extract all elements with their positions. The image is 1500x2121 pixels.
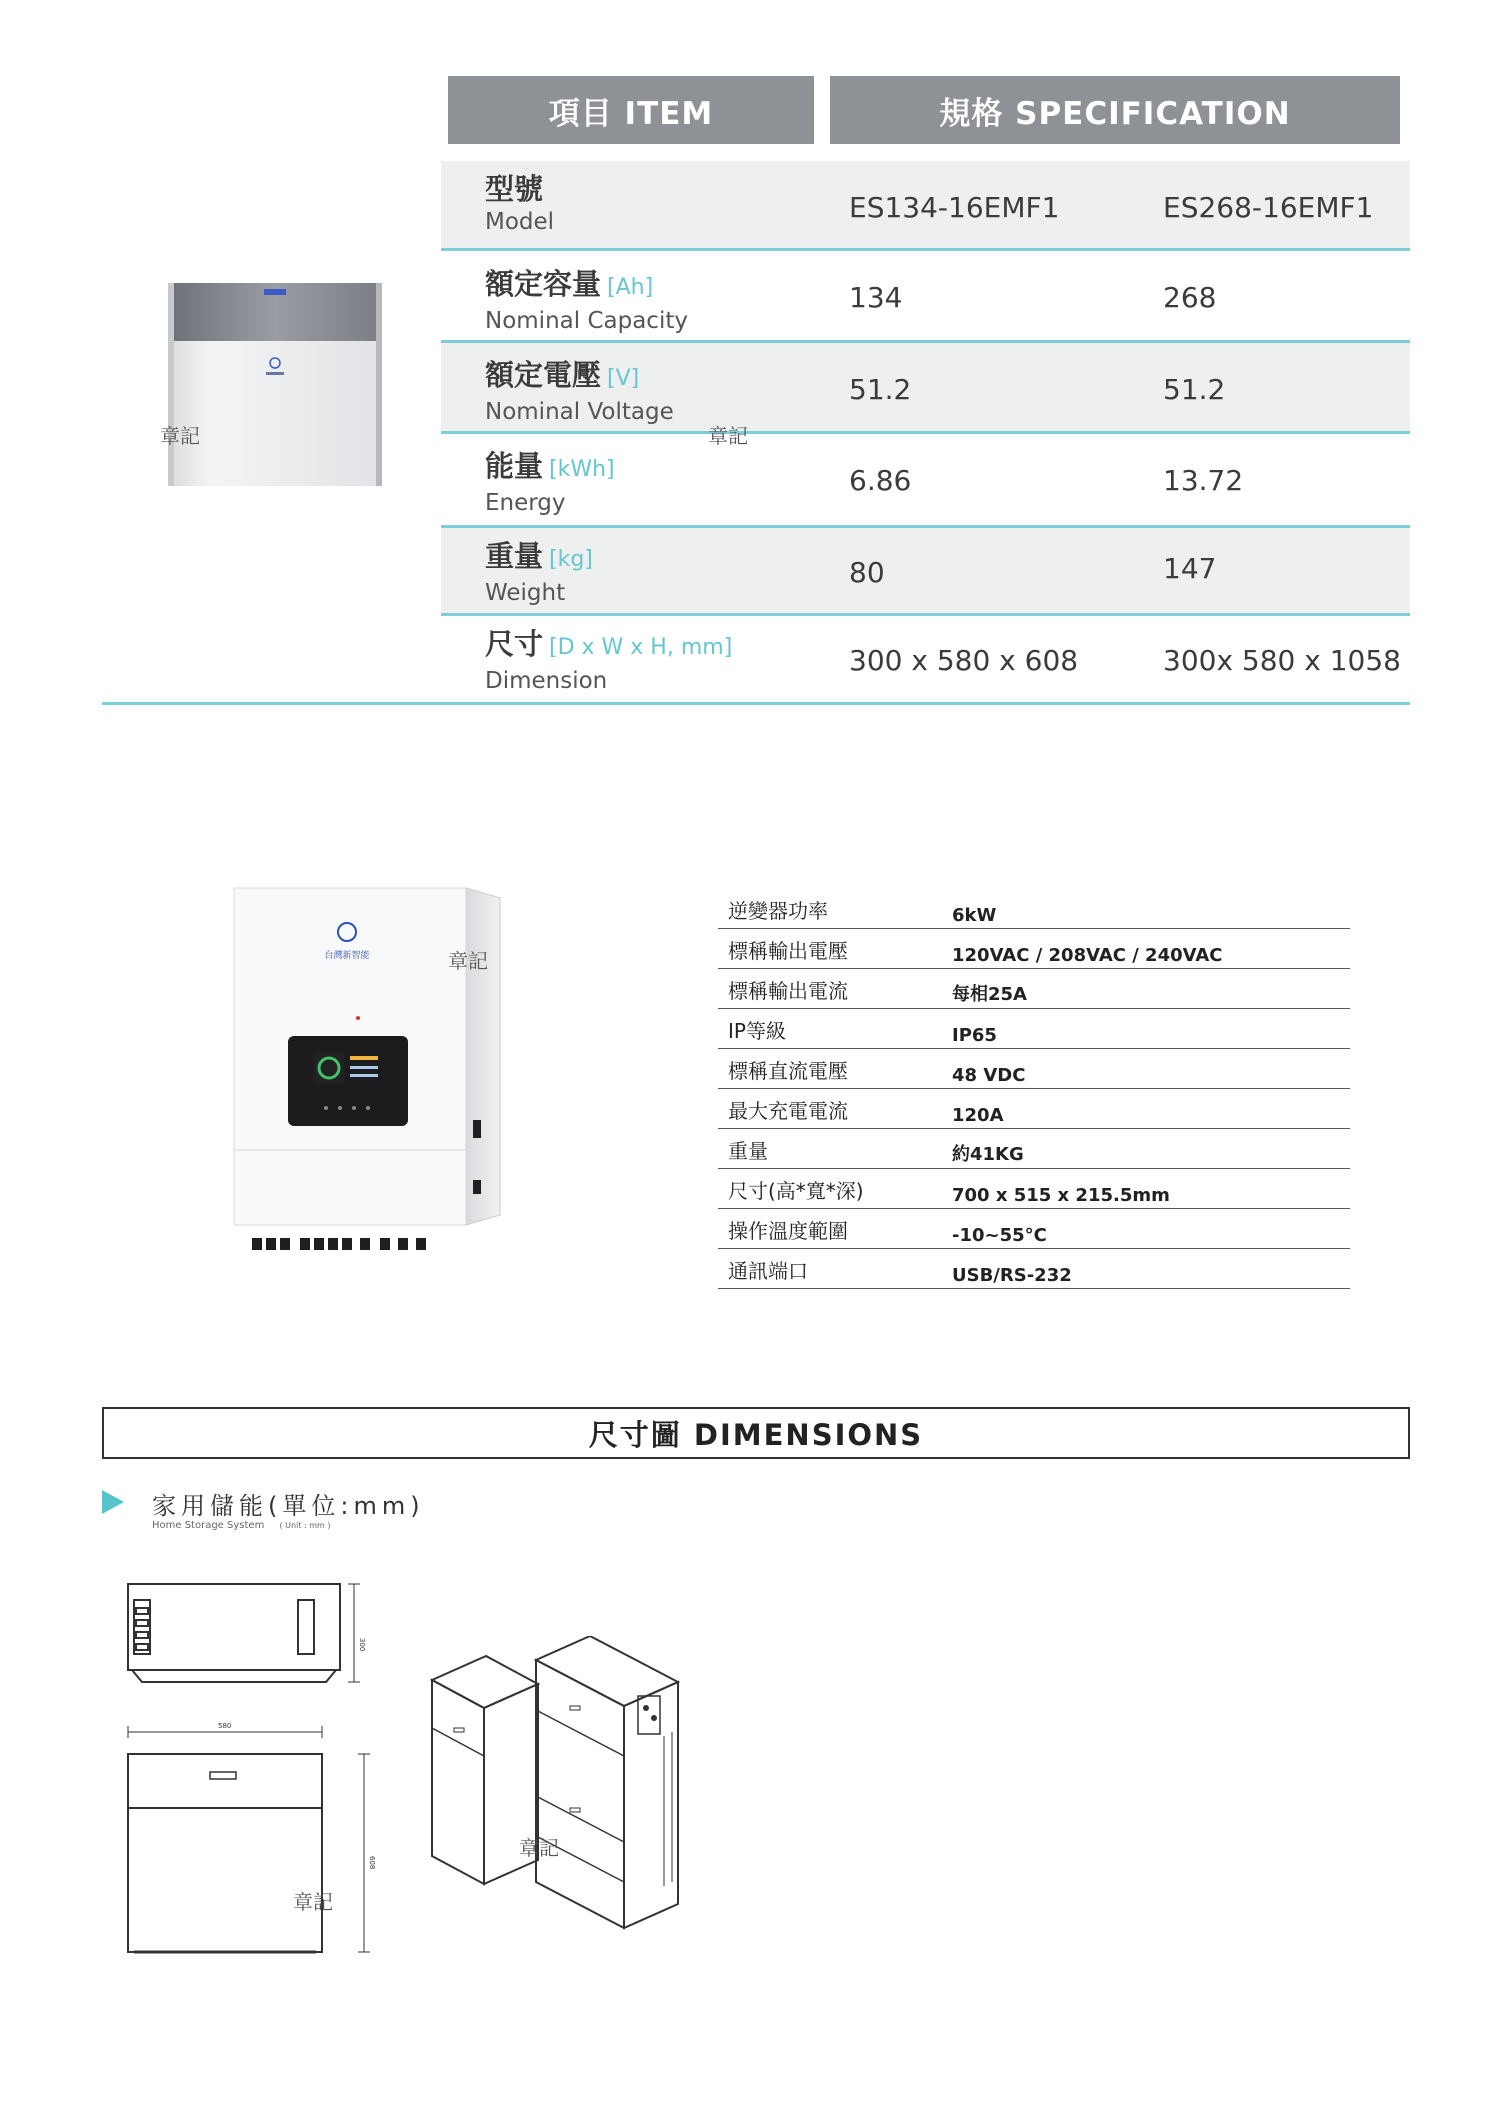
inverter-spec-value: 約41KG: [952, 1144, 1024, 1165]
stamp-label: 章記: [160, 424, 200, 448]
inverter-spec-value: 每相25A: [952, 984, 1027, 1005]
height-dimension-label: 608: [368, 1856, 376, 1870]
section-heading-unit: ( Unit : mm ): [279, 1521, 331, 1530]
spec-row-dimension: [441, 616, 1410, 702]
inverter-spec-label: 重量: [728, 1139, 768, 1163]
spec-value-es268: 300x 580 x 1058: [1163, 644, 1401, 677]
inverter-spec-row: [718, 888, 1350, 929]
inverter-spec-row: [718, 1168, 1350, 1209]
spec-value-es134: 300 x 580 x 608: [849, 644, 1079, 677]
inverter-spec-label: 操作溫度範圍: [728, 1219, 848, 1243]
table-bottom-rule: [102, 702, 1410, 705]
spec-row-capacity: [441, 251, 1410, 343]
section-heading-zh: 家用儲能(單位:mm): [152, 1492, 425, 1520]
spec-value-es268: ES268-16EMF1: [1163, 191, 1374, 224]
inverter-spec-value: IP65: [952, 1025, 997, 1046]
spec-en: Nominal Voltage: [485, 399, 674, 425]
spec-en: Nominal Capacity: [485, 308, 688, 334]
inverter-spec-row: [718, 1208, 1350, 1249]
spec-unit: [kg]: [549, 547, 593, 572]
spec-en: Dimension: [485, 668, 608, 694]
inverter-spec-label: 標稱輸出電壓: [728, 939, 848, 963]
inverter-spec-row: [718, 928, 1350, 969]
spec-unit: [Ah]: [607, 275, 654, 300]
inverter-spec-value: 6kW: [952, 905, 997, 926]
spec-value-es134: 80: [849, 556, 885, 589]
inverter-spec-value: USB/RS-232: [952, 1265, 1072, 1286]
spec-zh: 尺寸 [D x W x H, mm]: [485, 627, 733, 661]
spec-value-es134: 51.2: [849, 373, 912, 406]
inverter-spec-value: -10~55°C: [952, 1225, 1047, 1246]
inverter-spec-label: 通訊端口: [728, 1259, 808, 1283]
inverter-spec-value: 120VAC / 208VAC / 240VAC: [952, 945, 1223, 966]
inverter-spec-row: [718, 1128, 1350, 1169]
section-heading-en-text: Home Storage System: [152, 1520, 265, 1531]
inverter-product-image: [228, 880, 508, 1255]
spec-unit: [D x W x H, mm]: [549, 635, 733, 660]
stamp-label: 章記: [519, 1836, 559, 1860]
spec-zh: 能量 [kWh]: [485, 449, 615, 483]
play-arrow-icon: [102, 1490, 124, 1514]
spec-en: Energy: [485, 490, 566, 516]
spec-value-es268: 147: [1163, 552, 1217, 585]
spec-value-es268: 13.72: [1163, 464, 1244, 497]
spec-zh: 額定電壓 [V]: [485, 358, 640, 392]
spec-row-weight: [441, 528, 1410, 616]
inverter-spec-value: 48 VDC: [952, 1065, 1026, 1086]
spec-en: Model: [485, 209, 555, 235]
inverter-spec-label: 尺寸(高*寬*深): [728, 1179, 864, 1203]
width-dimension-label: 580: [218, 1722, 232, 1730]
spec-row-voltage: [441, 343, 1410, 434]
spec-zh: 型號: [485, 172, 544, 206]
inverter-spec-row: [718, 1048, 1350, 1089]
spec-zh: 額定容量 [Ah]: [485, 267, 654, 301]
inverter-spec-label: 標稱直流電壓: [728, 1059, 848, 1083]
inverter-spec-value: 700 x 515 x 215.5mm: [952, 1185, 1170, 1206]
spec-row-energy: [441, 434, 1410, 528]
inverter-spec-value: 120A: [952, 1105, 1004, 1126]
stamp-label: 章記: [293, 1890, 333, 1914]
spec-value-es134: ES134-16EMF1: [849, 191, 1060, 224]
inverter-spec-row: [718, 968, 1350, 1009]
inverter-spec-label: 最大充電電流: [728, 1099, 848, 1123]
inverter-spec-row: [718, 1248, 1350, 1289]
inverter-spec-label: 標稱輸出電流: [728, 979, 848, 1003]
stamp-label: 章記: [448, 949, 488, 973]
inverter-spec-label: 逆變器功率: [728, 899, 828, 923]
spec-zh: 重量 [kg]: [485, 539, 593, 573]
spec-value-es134: 6.86: [849, 464, 912, 497]
battery-product-image: [168, 283, 382, 486]
inverter-spec-row: [718, 1088, 1350, 1129]
inverter-spec-row: [718, 1008, 1350, 1049]
depth-dimension-label: 300: [358, 1638, 366, 1652]
isometric-drawing: [428, 1636, 688, 1931]
dimensions-title: 尺寸圖 DIMENSIONS: [102, 1407, 1410, 1459]
inverter-spec-label: IP等級: [728, 1019, 786, 1043]
spec-en: Weight: [485, 580, 566, 606]
spec-unit: [V]: [607, 366, 640, 391]
spec-value-es268: 51.2: [1163, 373, 1226, 406]
front-view-drawing: [122, 1720, 382, 1960]
top-view-drawing: [122, 1578, 372, 1688]
inverter-brand-text: 台灣新智能: [324, 951, 370, 961]
spec-header-specification: 規格 SPECIFICATION: [830, 76, 1400, 144]
spec-unit: [kWh]: [549, 457, 615, 482]
spec-header-item: 項目 ITEM: [448, 76, 814, 144]
stamp-label: 章記: [708, 424, 748, 448]
spec-value-es134: 134: [849, 281, 903, 314]
spec-row-model: [441, 161, 1410, 251]
spec-value-es268: 268: [1163, 281, 1217, 314]
section-heading-en: [152, 1520, 330, 1531]
